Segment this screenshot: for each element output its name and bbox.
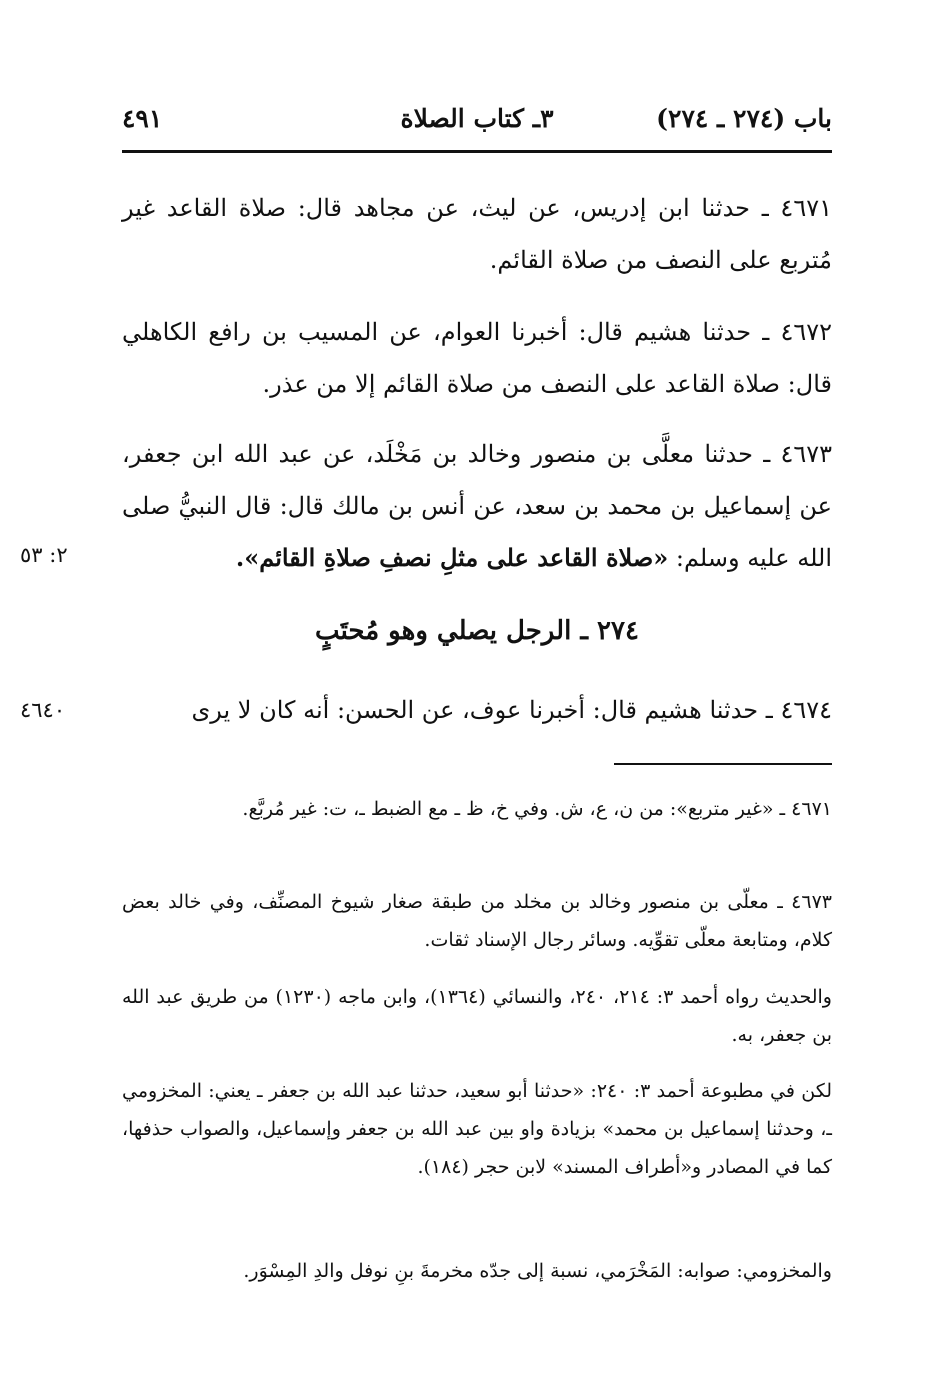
footnote: والحديث رواه أحمد ٣: ٢١٤، ٢٤٠، والنسائي (١٣٦٤)، وابن ماجه (١٢٣٠) من طريق عبد الله بن جعفر، به. bbox=[122, 986, 832, 1046]
footnote: ٤٦٧١ ـ «غير متربع»: من ن، ع، ش. وفي خ، ظ ـ مع الضبط ـ، ت: غير مُربَّع. bbox=[242, 798, 832, 820]
hadith-4673 bbox=[122, 428, 832, 584]
running-head bbox=[122, 104, 832, 144]
hadith-text: ـ حدثنا ابن إدريس، عن ليث، عن مجاهد قال: صلاة القاعد غير مُتربع على النصف من صلاة القائم. bbox=[122, 194, 832, 274]
footnote: ٤٦٧٣ ـ معلّى بن منصور وخالد بن مخلد من طبقة صغار شيوخ المصنِّف، وفي خالد بعض كلام، ومتابعة معلّى تقوِّيه. وسائر رجال الإسناد ثقات. bbox=[122, 891, 832, 951]
hadith-4674 bbox=[122, 684, 832, 736]
header-divider bbox=[122, 150, 832, 153]
footnote-divider bbox=[614, 763, 832, 765]
hadith-number: ٤٦٧٢ bbox=[780, 318, 832, 346]
hadith-4672 bbox=[122, 306, 832, 410]
margin-reference: ٢: ٥٣ bbox=[20, 543, 68, 567]
hadith-text: ـ حدثنا هشيم قال: أخبرنا عوف، عن الحسن: أنه كان لا يرى bbox=[191, 696, 773, 724]
prophetic-quote: «صلاة القاعد على مثلِ نصفِ صلاةِ القائم». bbox=[235, 543, 669, 572]
footnote: لكن في مطبوعة أحمد ٣: ٢٤٠: «حدثنا أبو سعيد، حدثنا عبد الله بن جعفر ـ يعني: المخزومي ـ، وحدثنا إسماعيل بن محمد» بزيادة واو بين عبد الله بن جعفر وإسماعيل، والصواب حذفها، كما في المصادر و«أطراف المسند» لابن حجر (١٨٤). bbox=[122, 1080, 832, 1178]
margin-reference: ٤٦٤٠ bbox=[20, 698, 66, 722]
chapter-heading: باب (٢٧٤ ـ ٢٧٤) bbox=[656, 104, 832, 133]
hadith-number: ٤٦٧١ bbox=[780, 194, 832, 222]
page-number: ٤٩١ bbox=[122, 104, 163, 133]
hadith-text: ـ حدثنا معلَّى بن منصور وخالد بن مَخْلَد، عن عبد الله ابن جعفر، عن إسماعيل بن محمد بن سعد، عن أنس بن مالك قال: قال النبيُّ صلى الله عليه وسلم: bbox=[122, 440, 832, 572]
hadith-4671 bbox=[122, 182, 832, 286]
hadith-text: ـ حدثنا هشيم قال: أخبرنا العوام، عن المسيب بن رافع الكاهلي قال: صلاة القاعد على النصف من صلاة القائم إلا من عذر. bbox=[122, 318, 832, 398]
hadith-number: ٤٦٧٣ bbox=[780, 440, 832, 468]
section-title: ٢٧٤ ـ الرجل يصلي وهو مُحتَبٍ bbox=[315, 616, 639, 646]
footnote: والمخزومي: صوابه: المَخْرَمي، نسبة إلى جدّه مخرمةَ بنِ نوفل والدِ المِسْوَر. bbox=[243, 1260, 832, 1282]
book-title: ٣ـ كتاب الصلاة bbox=[400, 104, 554, 133]
hadith-number: ٤٦٧٤ bbox=[780, 696, 832, 724]
